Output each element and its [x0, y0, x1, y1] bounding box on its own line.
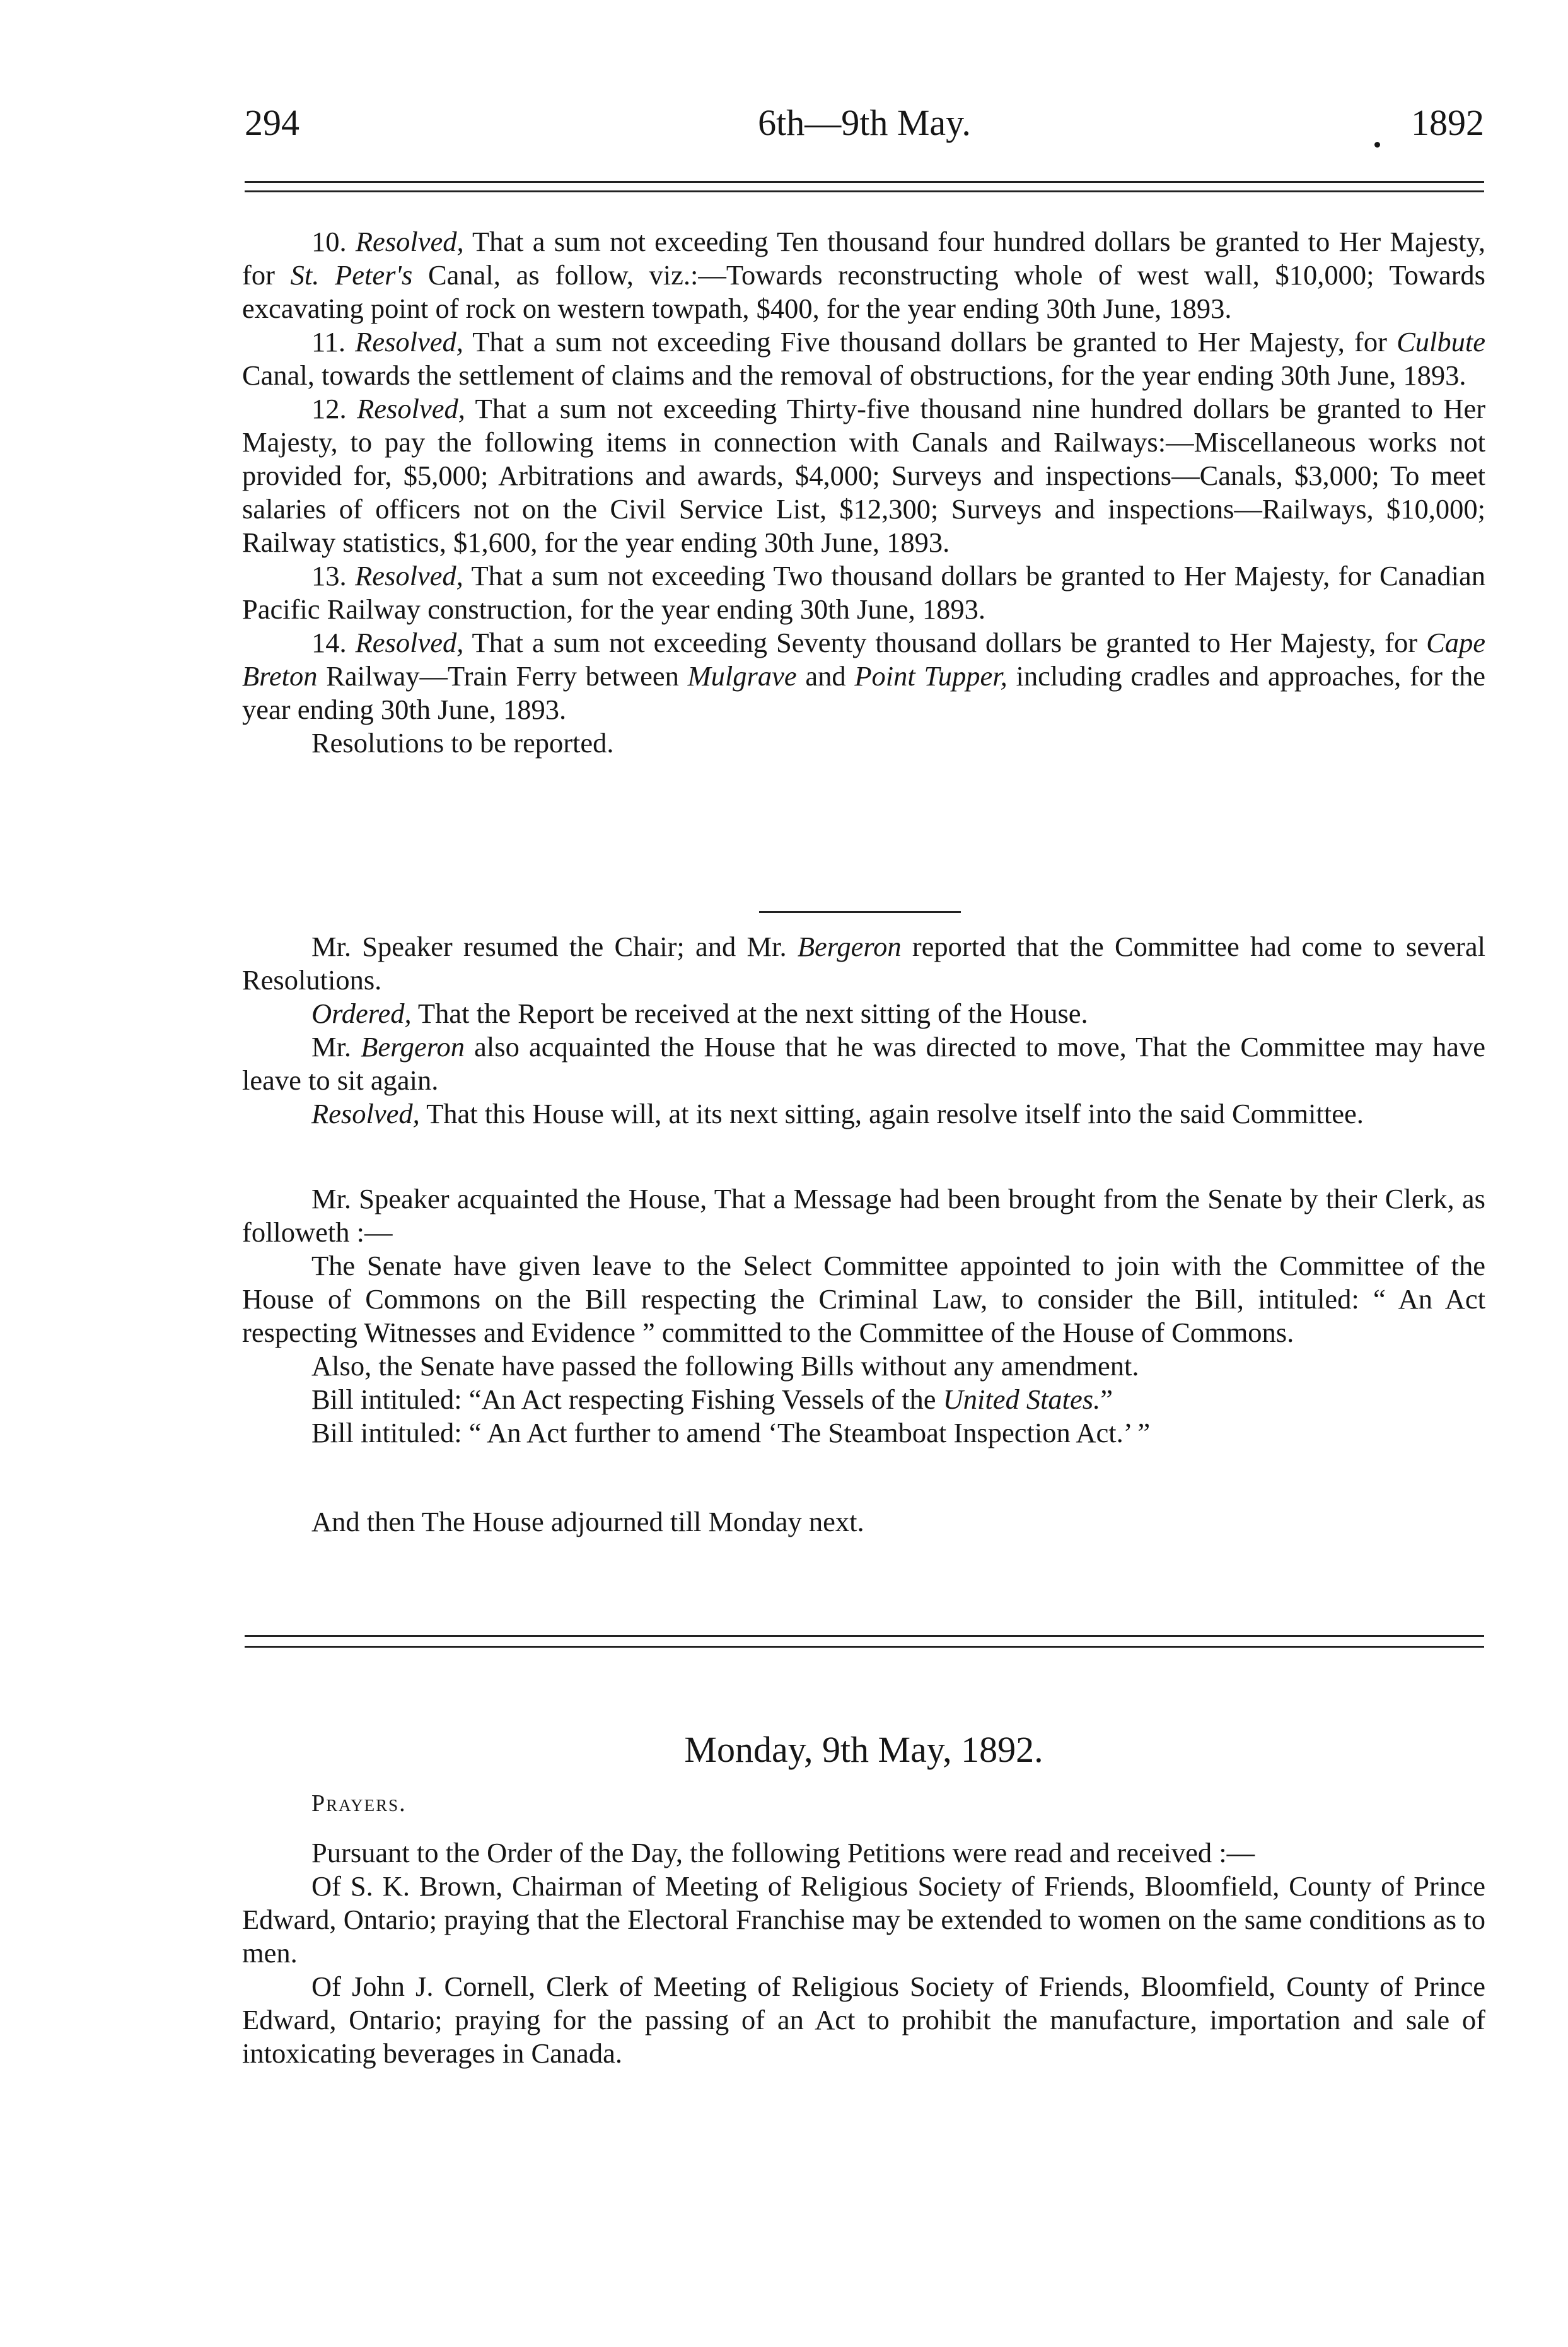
petitions-block: [242, 1836, 1485, 2070]
page-title: 6th—9th May.: [758, 102, 971, 143]
petition-cornell: Of John J. Cornell, Clerk of Meeting of Religious Society of Friends, Bloomfield, County of Prince Edward, Ontario; praying for the passing of an Act to prohibit the manufacture, importation and sale of intoxicating beverages in Canada.: [242, 1971, 1485, 2069]
senate-message-intro: Mr. Speaker acquainted the House, That a Message had been brought from the Senate by their Clerk, as followeth :—: [242, 1183, 1485, 1248]
resolution-14: 14. Resolved, That a sum not exceeding Seventy thousand dollars be granted to Her Majesty, for Cape Breton Railway—Train Ferry between Mulgrave and Point Tupper, including cradles and approaches, for the year ending 30th June, 1893.: [242, 627, 1485, 725]
resolved-next-sitting: Resolved, That this House will, at its next sitting, again resolve itself into the said Committee.: [311, 1098, 1364, 1129]
resolutions-block: [242, 225, 1485, 760]
leave-to-sit: Mr. Bergeron also acquainted the House that he was directed to move, That the Committee may have leave to sit again.: [242, 1031, 1485, 1096]
page-number: 294: [245, 102, 299, 143]
speaker-resumed: Mr. Speaker resumed the Chair; and Mr. Bergeron reported that the Committee had come to several Resolutions.: [242, 931, 1485, 996]
resolutions-reported: Resolutions to be reported.: [311, 727, 614, 759]
header-double-rule: [245, 181, 1484, 192]
bill-fishing-vessels: Bill intituled: “An Act respecting Fishing Vessels of the United States.”: [311, 1383, 1113, 1415]
ordered-report: Ordered, That the Report be received at the next sitting of the House.: [311, 998, 1088, 1029]
adjourned-text: And then The House adjourned till Monday next.: [311, 1506, 864, 1537]
adjournment-block: [242, 1505, 1485, 1539]
committee-report-block: [242, 930, 1485, 1131]
resolution-13: 13. Resolved, That a sum not exceeding Two thousand dollars be granted to Her Majesty, for Canadian Pacific Railway construction, for the year ending 30th June, 1893.: [242, 560, 1485, 625]
senate-message-block: [242, 1182, 1485, 1450]
print-dot: [1374, 142, 1380, 148]
bill-steamboat: Bill intituled: “ An Act further to amend ‘The Steamboat Inspection Act.’ ”: [311, 1417, 1151, 1448]
resolution-10: 10. Resolved, That a sum not exceeding Ten thousand four hundred dollars be granted to Her Majesty, for St. Peter's Canal, as follow, viz.:—Towards reconstructing whole of west wall, $10,000; Towards excavating point of rock on western towpath, $400, for the year ending 30th June, 1893.: [242, 226, 1486, 324]
section-divider: [759, 911, 961, 913]
prayers-label: Prayers.: [311, 1790, 407, 1817]
day-separator-double-rule: [245, 1635, 1484, 1648]
resolution-11: 11. Resolved, That a sum not exceeding Five thousand dollars be granted to Her Majesty, for Culbute Canal, towards the settlement of claims and the removal of obstructions, for the year ending 30th June, 1893.: [242, 326, 1486, 391]
day-heading: Monday, 9th May, 1892.: [684, 1729, 1043, 1770]
petition-brown: Of S. K. Brown, Chairman of Meeting of Religious Society of Friends, Bloomfield, County of Prince Edward, Ontario; praying that the Electoral Franchise may be extended to women on the same conditions as to men.: [242, 1870, 1485, 1969]
resolution-12: 12. Resolved, That a sum not exceeding Thirty-five thousand nine hundred dollars be granted to Her Majesty, to pay the following items in connection with Canals and Railways:—Miscellaneous works not provided for, $5,000; Arbitrations and awards, $4,000; Surveys and inspections—Canals, $3,000; To meet salaries of officers not on the Civil Service List, $12,300; Surveys and inspections—Railways, $10,000; Railway statistics, $1,600, for the year ending 30th June, 1893.: [242, 393, 1486, 558]
page-year: 1892: [1411, 102, 1484, 143]
senate-leave: The Senate have given leave to the Select Committee appointed to join with the Committee of the House of Commons on the Bill respecting the Criminal Law, to consider the Bill, intituled: “ An Act respecting Witnesses and Evidence ” committed to the Committee of the House of Commons.: [242, 1250, 1485, 1348]
senate-also: Also, the Senate have passed the following Bills without any amendment.: [311, 1350, 1139, 1382]
page-header: [245, 95, 1484, 151]
petitions-intro: Pursuant to the Order of the Day, the following Petitions were read and received :—: [311, 1837, 1255, 1868]
